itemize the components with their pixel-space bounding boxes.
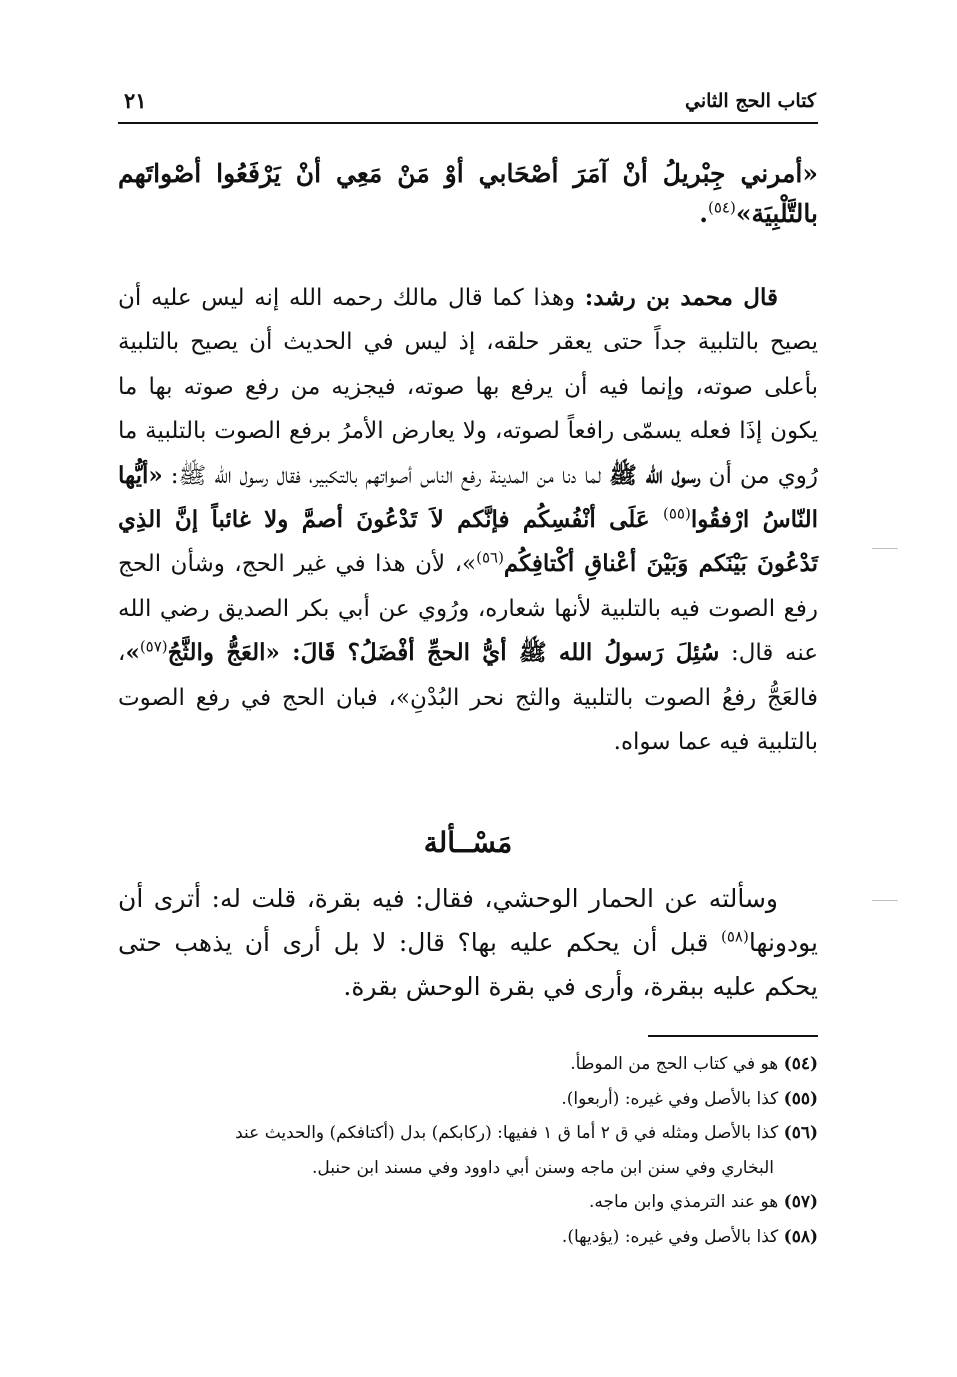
running-header [118, 88, 818, 124]
footnote-number: (٥٧) [783, 1192, 818, 1213]
question-answer-paragraph [118, 877, 818, 1009]
commentary-paragraph [118, 276, 818, 764]
margin-tick-mark [872, 900, 898, 901]
footnote-55 [118, 1082, 818, 1117]
footnote-text: هو في كتاب الحج من الموطأ. [570, 1054, 784, 1075]
footnote-number: (٥٨) [783, 1226, 818, 1247]
footnote-ref-58: (٥٨) [720, 928, 749, 947]
quote-text: «أمرني جِبْريلُ أنْ آمَرَ أصْحَابي أوْ مَنْ مَعِي أنْ يَرْفَعُوا أصْواتَهم بالتَّلْبِيَة» [118, 159, 818, 228]
footnote-57 [118, 1185, 818, 1220]
paragraph-text-1: وهذا كما قال مالك رحمه الله إنه ليس عليه أن يصيح بالتلبية جداً حتى يعقر حلقه، إذ ليس في الحديث أن يصيح بالتلبية بأعلى صوته، وإنما فيه أن يرفع بها صوته، فيجزيه من رفع صوته بها ما يكون إذَا فعله يسمّى رافعاً لصوته، ولا يعارض الأمرُ برفع الصوت بالتلبية ما رُوي من أن [118, 285, 818, 489]
page [118, 88, 818, 1254]
section-heading: مَسْــألة [423, 826, 513, 860]
paragraph-text-4: ، فالعَجُّ رفعُ الصوت بالتلبية والثج نحر البُدْنِ»، فبان الحج في رفع الصوت بالتلبية فيه عما سواه. [118, 640, 818, 756]
footnote-number: (٥٦) [783, 1123, 818, 1144]
page-number: ٢١ [124, 88, 147, 113]
hadith-quote-1: «أيُّها النّاسُ ارْفقُوا [118, 461, 819, 534]
rasul-phrase: رسول الله ﷺ [609, 461, 701, 489]
margin-tick-mark [872, 548, 898, 549]
footnote-text: كذا بالأصل وفي غيره: (أربعوا). [561, 1088, 784, 1109]
footnote-54 [118, 1047, 818, 1082]
hadith-quote-1b: عَلَى أنْفُسِكُم فإنَّكم لاَ تَدْعُونَ أصمَّ ولا غائباً إنَّ الذِي تَدْعُونَ بَيْنَكم وَبَيْنَ أعْناقِ أكْتافِكُم [118, 506, 818, 578]
footnote-58 [118, 1220, 818, 1255]
footnote-number: (٥٤) [783, 1054, 818, 1075]
footnote-text: هو عند الترمذي وابن ماجه. [589, 1192, 784, 1213]
opening-hadith-quote [118, 154, 818, 234]
hadith-question-end: » [125, 639, 140, 667]
footnote-text: كذا بالأصل ومثله في ق ٢ أما ق ١ ففيها: (ركابكم) بدل (أكتافكم) والحديث عند [235, 1123, 784, 1144]
footnote-ref-55: (٥٥) [663, 504, 691, 523]
footnote-text: كذا بالأصل وفي غيره: (يؤديها). [561, 1226, 784, 1247]
speaker-label: قال محمد بن رشد: [584, 284, 778, 311]
footnote-ref-57: (٥٧) [139, 637, 168, 656]
footnote-number: (٥٥) [783, 1088, 818, 1109]
footnote-separator [648, 1035, 818, 1037]
footnote-56-continuation: البخاري وفي سنن ابن ماجه وسنن أبي داوود وفي مسند ابن حنبل. [312, 1157, 774, 1178]
qa-text-2: قبل أن يحكم عليه بها؟ قال: لا بل أرى أن يذهب حتى يحكم عليه ببقرة، وأرى في بقرة الوحش بقرة. [118, 928, 818, 1002]
quote-end: . [699, 199, 709, 228]
hadith-question: سُئِلَ رَسولُ الله ﷺ أيُّ الحجِّ أفْضَلُ؟ قَالَ: «العَجُّ والثَّجُ [167, 639, 720, 667]
footnote-ref-56: (٥٦) [476, 548, 504, 567]
paragraph-text-3: ، لأن هذا في غير الحج، وشأن الحج رفع الصوت فيه بالتلبية لأنها شعاره، ورُوي عن أبي بكر الصديق رضي الله عنه قال: [118, 551, 818, 667]
footnotes [118, 1047, 818, 1254]
footnote-56 [118, 1116, 818, 1151]
hadith-quote-1-end: » [462, 551, 477, 578]
paragraph-text-2: لما دنا من المدينة رفع الناس أصواتهم بالتكبير، فقال رسول الله ﷺ: [162, 462, 610, 489]
book-title: كتاب الحج الثاني [685, 90, 816, 112]
footnote-ref-54: (٥٤) [708, 198, 736, 217]
qa-text-1: وسألته عن الحمار الوحشي، فقال: فيه بقرة، قلت له: أترى أن يودونها [118, 884, 818, 958]
